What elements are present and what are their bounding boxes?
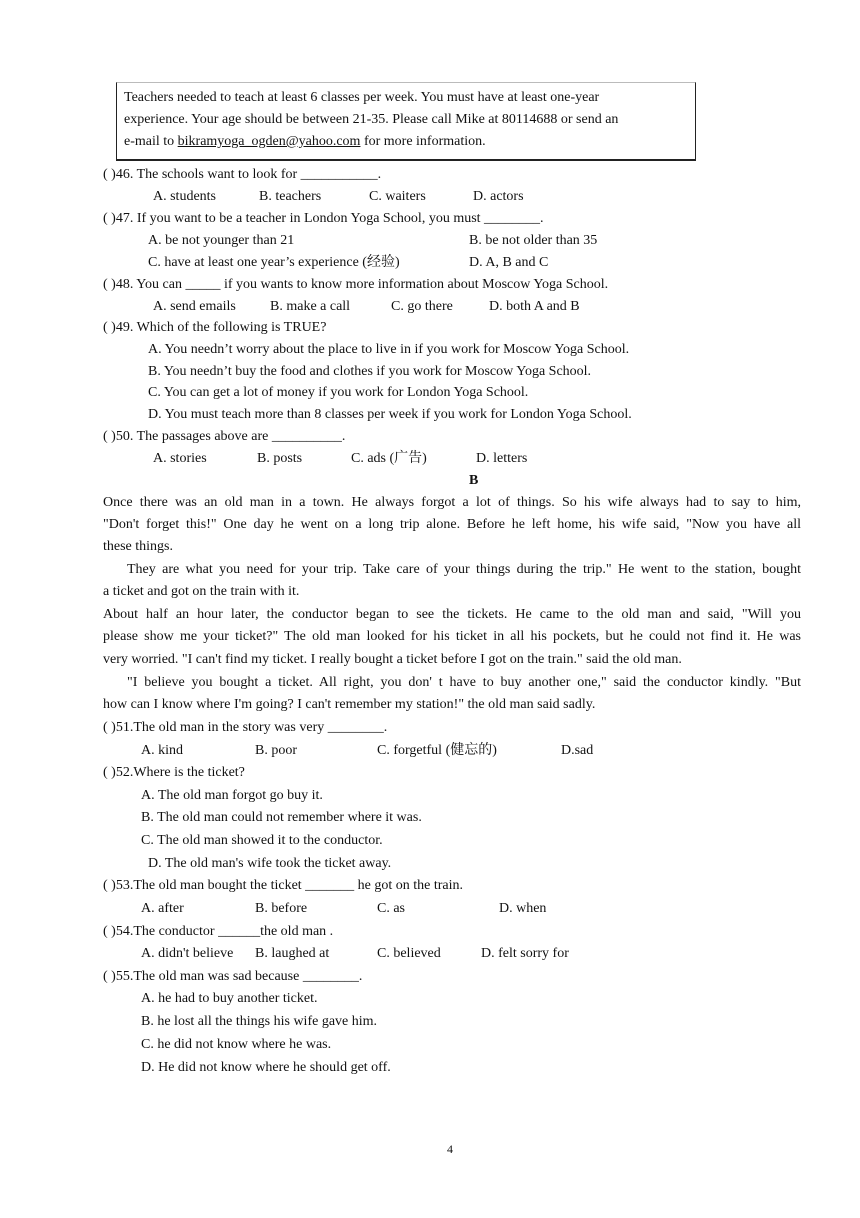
email-link[interactable]: bikramyoga_ogden@yahoo.com xyxy=(177,134,361,149)
question-53: ( )53.The old man bought the ticket _______ he got on the train. xyxy=(103,878,464,893)
q49-option-d: D. You must teach more than 8 classes per week if you work for London Yoga School. xyxy=(148,407,632,422)
q53-option-b: B. before xyxy=(255,901,308,916)
ad-box xyxy=(116,82,696,161)
q54-option-a: A. didn't believe xyxy=(141,946,234,961)
page-number: 4 xyxy=(447,1142,453,1156)
question-55: ( )55.The old man was sad because ________. xyxy=(103,969,363,984)
q48-option-a: A. send emails xyxy=(153,299,236,314)
question-48: ( )48. You can _____ if you wants to know more information about Moscow Yoga School. xyxy=(103,277,609,292)
q50-option-a: A. stories xyxy=(153,451,207,466)
q48-option-d: D. both A and B xyxy=(489,299,580,314)
q52-option-c: C. The old man showed it to the conductor. xyxy=(141,833,383,848)
q48-option-c: C. go there xyxy=(391,299,453,314)
passage-line: how can I know where I'm going? I can't remember my station!" the old man said sadly. xyxy=(103,697,596,712)
q47-option-d: D. A, B and C xyxy=(469,255,549,270)
q55-option-c: C. he did not know where he was. xyxy=(141,1037,332,1052)
q48-option-b: B. make a call xyxy=(270,299,351,314)
ad-line: experience. Your age should be between 21-35. Please call Mike at 80114688 or send an xyxy=(124,112,619,127)
question-54: ( )54.The conductor ______the old man . xyxy=(103,924,334,939)
q47-option-a: A. be not younger than 21 xyxy=(148,233,295,248)
passage-line: very worried. "I can't find my ticket. I really bought a ticket before I got on the train." said the old man. xyxy=(103,652,682,667)
q49-option-c: C. You can get a lot of money if you work for London Yoga School. xyxy=(148,385,529,400)
q51-option-a: A. kind xyxy=(141,743,183,758)
q52-option-b: B. The old man could not remember where it was. xyxy=(141,810,422,825)
q54-option-b: B. laughed at xyxy=(255,946,330,961)
q54-option-c: C. believed xyxy=(377,946,441,961)
ad-line: e-mail to bikramyoga_ogden@yahoo.com for more information. xyxy=(124,134,486,149)
passage-line: About half an hour later, the conductor began to see the tickets. He came to the old man and said, "Will you xyxy=(103,607,801,622)
q46-option-a: A. students xyxy=(153,189,216,204)
q53-option-c: C. as xyxy=(377,901,405,916)
question-49: ( )49. Which of the following is TRUE? xyxy=(103,320,327,335)
question-50: ( )50. The passages above are __________. xyxy=(103,429,346,444)
q50-option-c: C. ads (广告) xyxy=(351,451,427,466)
q52-option-d: D. The old man's wife took the ticket away. xyxy=(148,856,392,871)
q50-option-d: D. letters xyxy=(476,451,528,466)
section-heading-b: B xyxy=(469,473,479,488)
question-51: ( )51.The old man in the story was very ________. xyxy=(103,720,388,735)
q46-option-c: C. waiters xyxy=(369,189,426,204)
q51-option-d: D.sad xyxy=(561,743,594,758)
question-46: ( )46. The schools want to look for ___________. xyxy=(103,167,382,182)
q49-option-a: A. You needn’t worry about the place to live in if you work for Moscow Yoga School. xyxy=(148,342,630,357)
q55-option-d: D. He did not know where he should get off. xyxy=(141,1060,391,1075)
q46-option-d: D. actors xyxy=(473,189,524,204)
q55-option-b: B. he lost all the things his wife gave him. xyxy=(141,1014,378,1029)
q51-option-b: B. poor xyxy=(255,743,297,758)
question-52: ( )52.Where is the ticket? xyxy=(103,765,245,780)
passage-line: They are what you need for your trip. Take care of your things during the trip." He went to the station, bought xyxy=(127,562,801,577)
q51-option-c: C. forgetful (健忘的) xyxy=(377,743,497,758)
q52-option-a: A. The old man forgot go buy it. xyxy=(141,788,323,803)
passage-line: "Don't forget this!" One day he went on a long trip alone. Before he left home, his wife said, "Now you have all xyxy=(103,517,801,532)
passage-line: please show me your ticket?" The old man looked for his ticket in all his pockets, but he could not find it. He was xyxy=(103,629,801,644)
question-47: ( )47. If you want to be a teacher in London Yoga School, you must ________. xyxy=(103,211,544,226)
q49-option-b: B. You needn’t buy the food and clothes if you work for Moscow Yoga School. xyxy=(148,364,592,379)
q46-option-b: B. teachers xyxy=(259,189,322,204)
passage-line: Once there was an old man in a town. He always forgot a lot of things. So his wife always had to say to him, xyxy=(103,495,801,510)
q50-option-b: B. posts xyxy=(257,451,303,466)
q47-option-b: B. be not older than 35 xyxy=(469,233,598,248)
ad-line: Teachers needed to teach at least 6 classes per week. You must have at least one-year xyxy=(124,90,600,105)
passage-line: these things. xyxy=(103,539,173,554)
q53-option-d: D. when xyxy=(499,901,547,916)
q55-option-a: A. he had to buy another ticket. xyxy=(141,991,318,1006)
passage-line: "I believe you bought a ticket. All right, you don' t have to buy another one," said the conductor kindly. "But xyxy=(127,675,801,690)
q53-option-a: A. after xyxy=(141,901,184,916)
passage-line: a ticket and got on the train with it. xyxy=(103,584,300,599)
q54-option-d: D. felt sorry for xyxy=(481,946,569,961)
q47-option-c: C. have at least one year’s experience (经验) xyxy=(148,255,400,270)
